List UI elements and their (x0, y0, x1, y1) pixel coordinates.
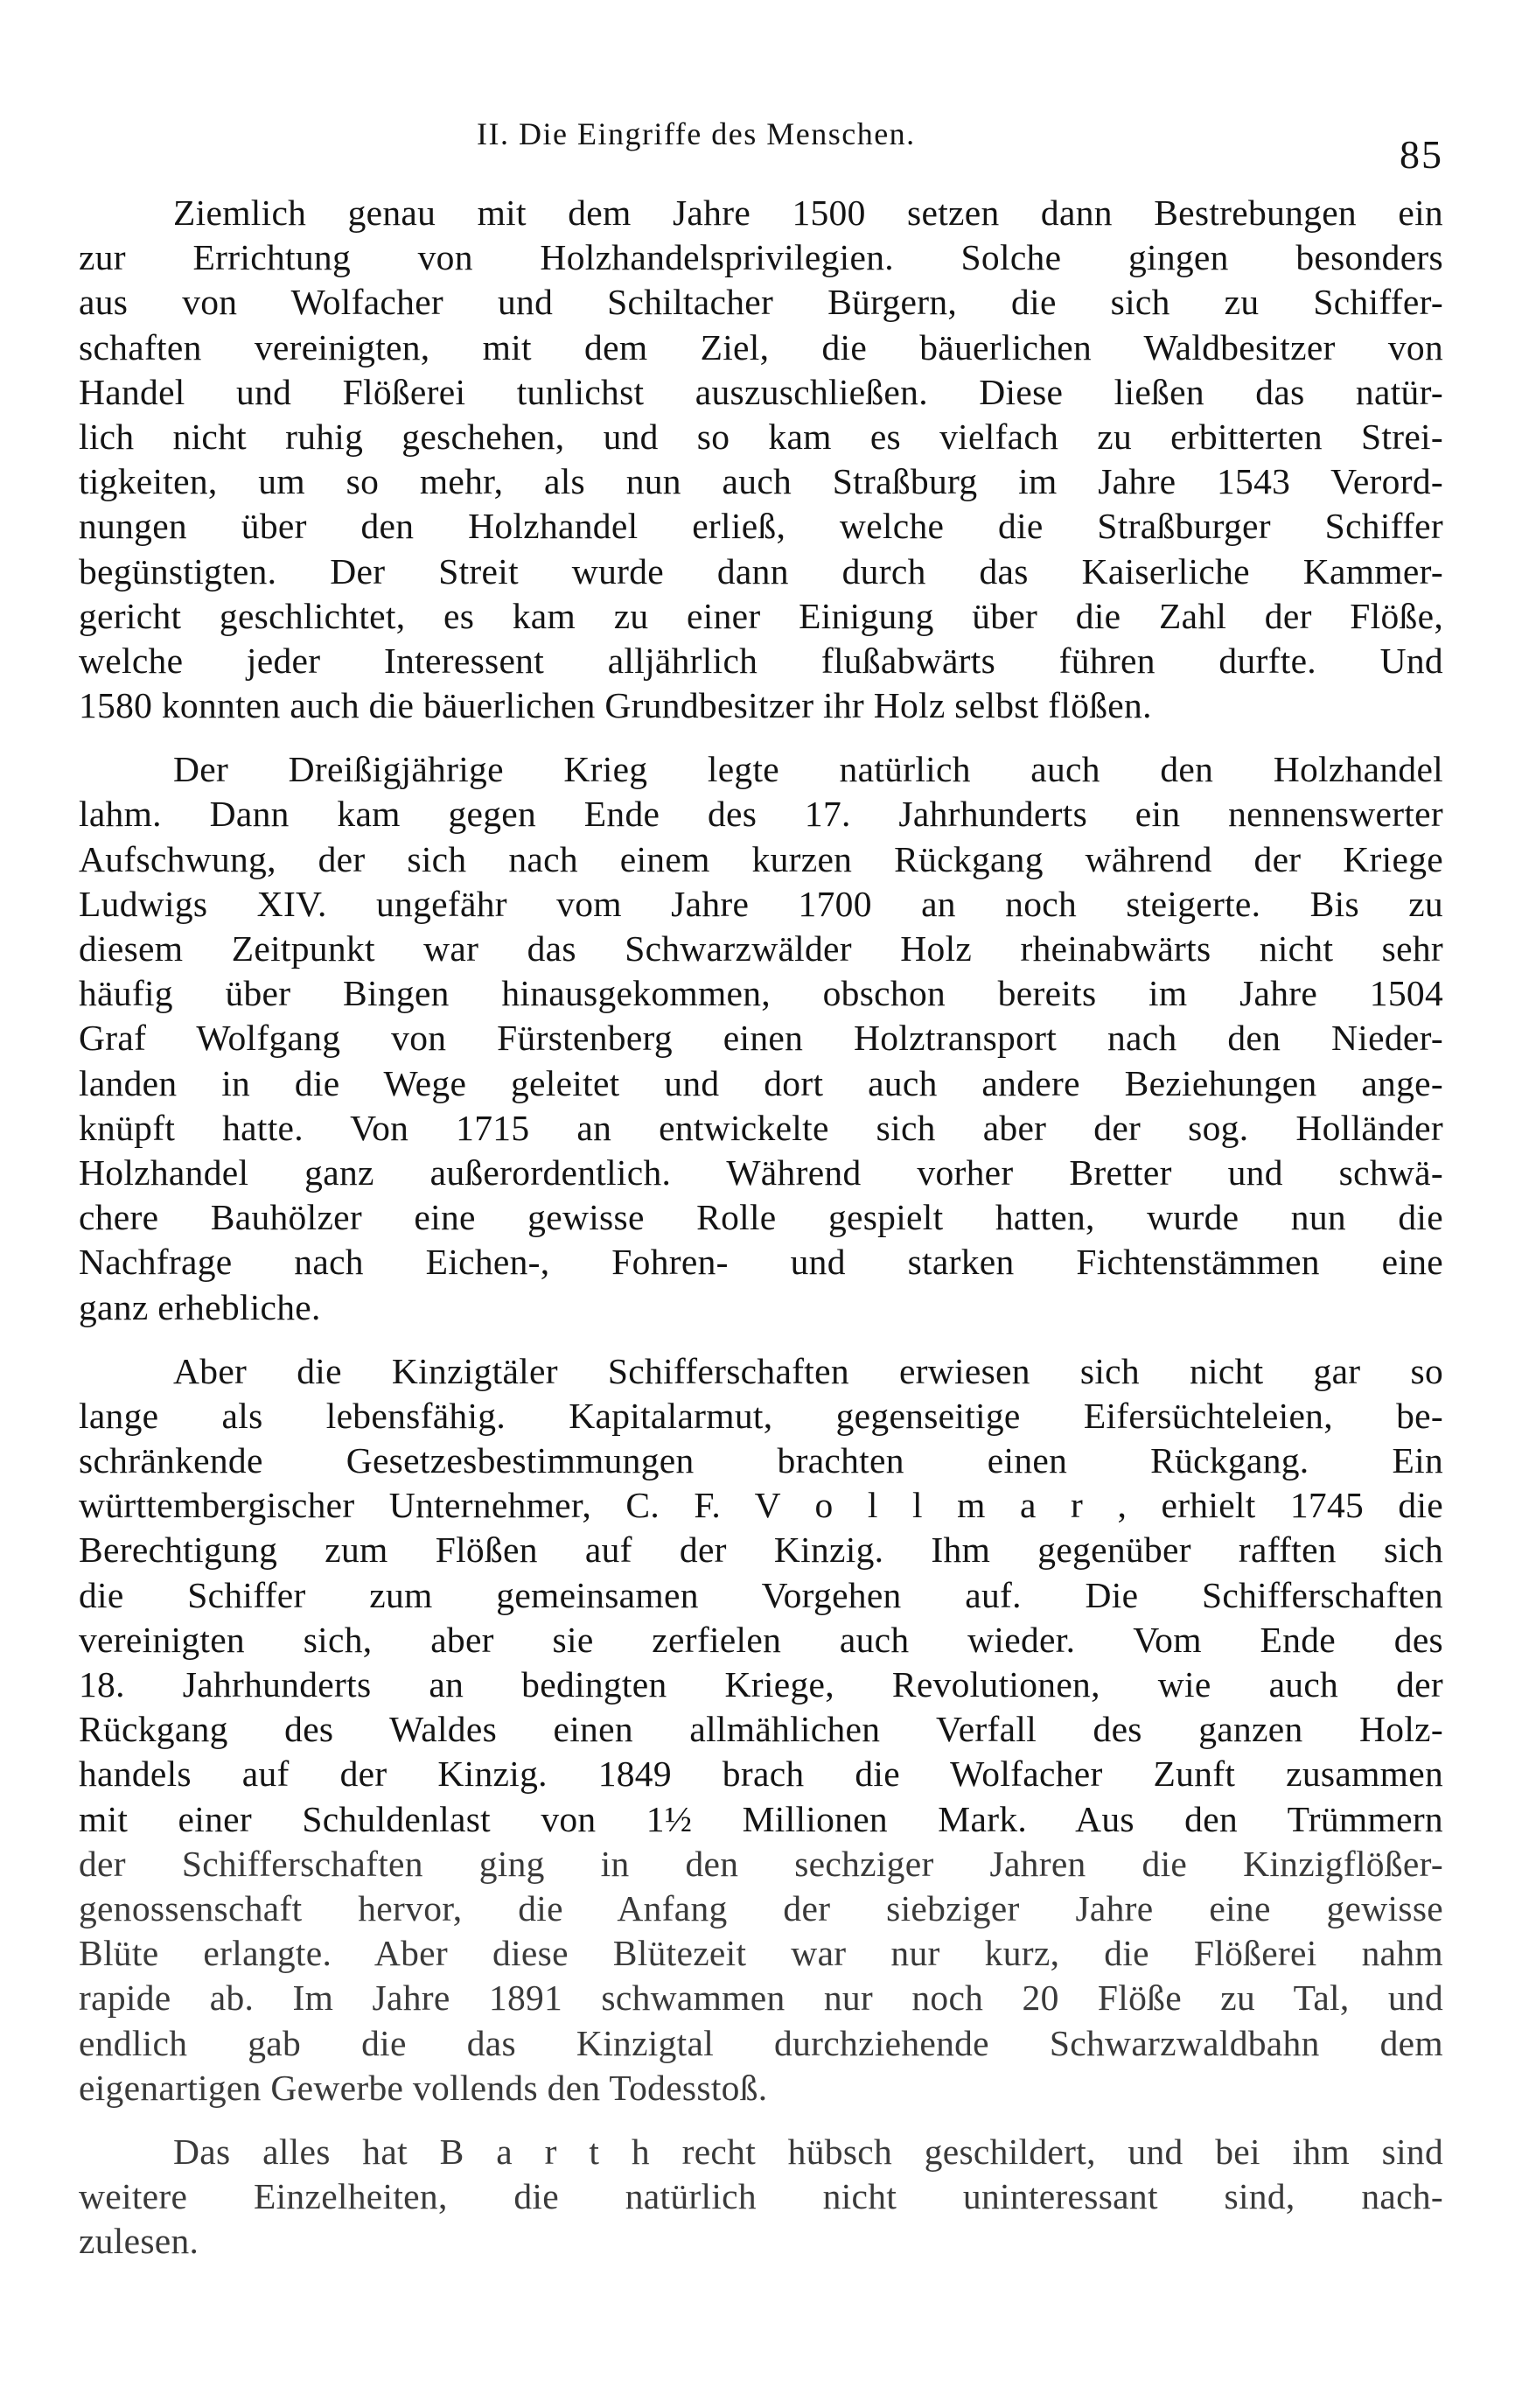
text-line: landen in die Wege geleitet und dort auch andere Beziehungen ange- (79, 1062, 1443, 1103)
text-line: handels auf der Kinzig. 1849 brach die Wolfacher Zunft zusammen (79, 1754, 1443, 1795)
text-line: lich nicht ruhig geschehen, und so kam es vielfach zu erbitterten Strei- (79, 416, 1443, 457)
page-number: 85 (1400, 132, 1443, 177)
text-line: tigkeiten, um so mehr, als nun auch Straßburg im Jahre 1543 Verord- (79, 461, 1443, 502)
text-line: der Schifferschaften ging in den sechziger Jahren die Kinzigflößer- (79, 1843, 1443, 1884)
text-line: rapide ab. Im Jahre 1891 schwammen nur noch 20 Flöße zu Tal, und (79, 1978, 1443, 2019)
text-line: schaften vereinigten, mit dem Ziel, die bäuerlichen Waldbesitzer von (79, 326, 1443, 368)
text-line: chere Bauhölzer eine gewisse Rolle gespielt hatten, wurde nun die (79, 1197, 1443, 1238)
text-line: eigenartigen Gewerbe vollends den Todesstoß. (79, 2067, 768, 2108)
running-title: II. Die Eingriffe des Menschen. (477, 116, 916, 151)
text-line: diesem Zeitpunkt war das Schwarzwälder Holz rheinabwärts nicht sehr (79, 928, 1443, 969)
paragraph (79, 1349, 1443, 2110)
text-line: zulesen. (79, 2221, 199, 2262)
paragraph (79, 191, 1443, 728)
text-line: Holzhandel ganz außerordentlich. Während vorher Bretter und schwä- (79, 1152, 1443, 1193)
text-line: Das alles hat B a r t h recht hübsch geschildert, und bei ihm sind (173, 2131, 1443, 2172)
text-line: Berechtigung zum Flößen auf der Kinzig. Ihm gegenüber rafften sich (79, 1530, 1443, 1571)
text-line: Rückgang des Waldes einen allmählichen Verfall des ganzen Holz- (79, 1709, 1443, 1750)
text-line: häufig über Bingen hinausgekommen, obschon bereits im Jahre 1504 (79, 973, 1443, 1014)
paragraph (79, 747, 1443, 1329)
text-line: knüpft hatte. Von 1715 an entwickelte sich aber der sog. Holländer (79, 1107, 1443, 1148)
text-line: Aufschwung, der sich nach einem kurzen Rückgang während der Kriege (79, 838, 1443, 879)
text-line: Graf Wolfgang von Fürstenberg einen Holztransport nach den Nieder- (79, 1018, 1443, 1059)
text-line: welche jeder Interessent alljährlich flußabwärts führen durfte. Und (79, 640, 1443, 681)
text-line: Blüte erlangte. Aber diese Blütezeit war nur kurz, die Flößerei nahm (79, 1933, 1443, 1974)
text-line: mit einer Schuldenlast von 1½ Millionen Mark. Aus den Trümmern (79, 1798, 1443, 1839)
text-line: 18. Jahrhunderts an bedingten Kriege, Revolutionen, wie auch der (79, 1664, 1443, 1704)
body-text (79, 191, 1443, 2283)
text-line: die Schiffer zum gemeinsamen Vorgehen auf. Die Schifferschaften (79, 1574, 1443, 1615)
text-line: weitere Einzelheiten, die natürlich nicht uninteressant sind, nach- (79, 2176, 1443, 2217)
text-line: 1580 konnten auch die bäuerlichen Grundbesitzer ihr Holz selbst flößen. (79, 685, 1152, 726)
text-line: schränkende Gesetzesbestimmungen brachten einen Rückgang. Ein (79, 1440, 1443, 1481)
running-header (79, 107, 1443, 186)
text-line: Der Dreißigjährige Krieg legte natürlich auch den Holzhandel (173, 749, 1443, 790)
text-line: württembergischer Unternehmer, C. F. V o l l m a r , erhielt 1745 die (79, 1485, 1443, 1526)
text-line: lahm. Dann kam gegen Ende des 17. Jahrhunderts ein nennenswerter (79, 794, 1443, 835)
text-line: vereinigten sich, aber sie zerfielen auch wieder. Vom Ende des (79, 1619, 1443, 1660)
text-line: Ludwigs XIV. ungefähr vom Jahre 1700 an noch steigerte. Bis zu (79, 883, 1443, 924)
text-line: genossenschaft hervor, die Anfang der siebziger Jahre eine gewisse (79, 1887, 1443, 1928)
text-line: aus von Wolfacher und Schiltacher Bürgern, die sich zu Schiffer- (79, 282, 1443, 323)
paragraph (79, 2130, 1443, 2264)
text-line: lange als lebensfähig. Kapitalarmut, gegenseitige Eifersüchteleien, be- (79, 1395, 1443, 1436)
text-line: Nachfrage nach Eichen-, Fohren- und starken Fichtenstämmen eine (79, 1242, 1443, 1283)
text-line: Aber die Kinzigtäler Schifferschaften erwiesen sich nicht gar so (173, 1350, 1443, 1391)
text-line: nungen über den Holzhandel erließ, welche die Straßburger Schiffer (79, 506, 1443, 547)
text-line: Handel und Flößerei tunlichst auszuschließen. Diese ließen das natür- (79, 371, 1443, 412)
text-line: gericht geschlichtet, es kam zu einer Einigung über die Zahl der Flöße, (79, 595, 1443, 636)
text-line: zur Errichtung von Holzhandelsprivilegien. Solche gingen besonders (79, 237, 1443, 278)
text-line: Ziemlich genau mit dem Jahre 1500 setzen dann Bestrebungen ein (173, 192, 1443, 233)
text-line: endlich gab die das Kinzigtal durchziehende Schwarzwaldbahn dem (79, 2022, 1443, 2063)
text-line: ganz erhebliche. (79, 1286, 321, 1327)
text-line: begünstigten. Der Streit wurde dann durch das Kaiserliche Kammer- (79, 550, 1443, 592)
